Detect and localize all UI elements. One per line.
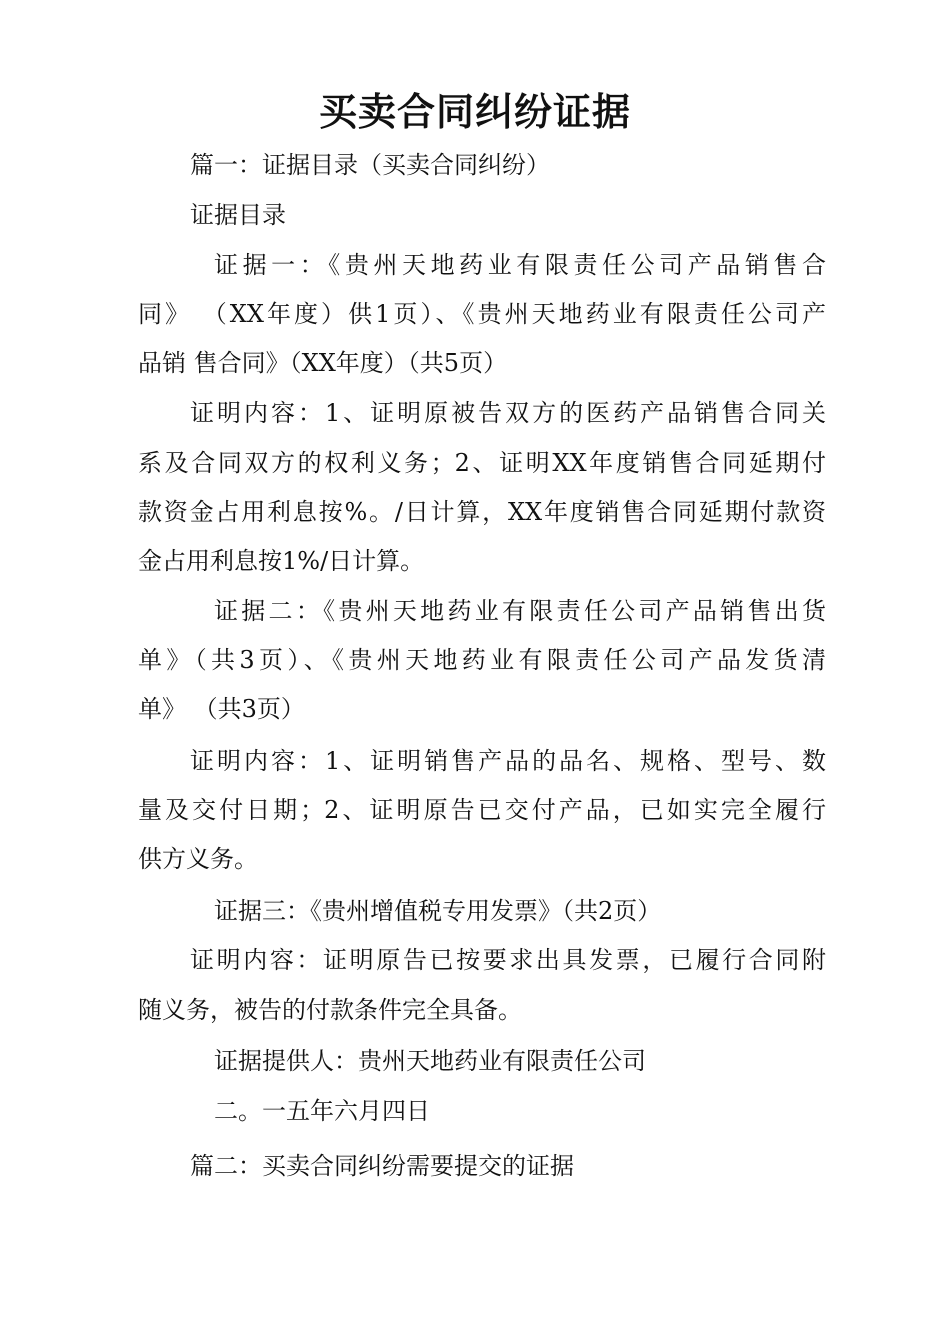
document-title: 买卖合同纠纷证据	[318, 89, 631, 134]
date-line: 二。一五年六月四日	[214, 1097, 430, 1125]
paragraph-line: 证明内容：1、证明原被告双方的医药产品销售合同关	[190, 399, 826, 427]
paragraph-line: 供方义务。	[138, 845, 258, 873]
paragraph-line: 品销 售合同》（XX年度）（共5页）	[138, 349, 508, 377]
paragraph-line: 证据三：《贵州增值税专用发票》（共2页）	[214, 897, 662, 925]
signature-line: 证据提供人：贵州天地药业有限责任公司	[214, 1047, 646, 1075]
paragraph-line: 证据一：《贵州天地药业有限责任公司产品销售合	[214, 251, 826, 279]
paragraph-line: 证据目录	[190, 201, 286, 229]
paragraph-line: 证明内容：1、证明销售产品的品名、规格、型号、数	[190, 747, 826, 775]
section-heading-1: 篇一：证据目录（买卖合同纠纷）	[190, 151, 550, 179]
paragraph-line: 单》（共3页）、《贵州天地药业有限责任公司产品发货清	[138, 646, 826, 674]
section-heading-2: 篇二：买卖合同纠纷需要提交的证据	[190, 1152, 574, 1180]
paragraph-line: 证据二：《贵州天地药业有限责任公司产品销售出货	[214, 597, 826, 625]
paragraph-line: 证明内容：证明原告已按要求出具发票，已履行合同附	[190, 946, 826, 974]
paragraph-line: 单》 （共3页）	[138, 695, 305, 723]
paragraph-line: 金占用利息按1%/日计算。	[138, 547, 425, 575]
paragraph-line: 随义务，被告的付款条件完全具备。	[138, 996, 522, 1024]
paragraph-line: 系及合同双方的权利义务；2、证明XX年度销售合同延期付	[138, 449, 826, 477]
paragraph-line: 同》 （XX年度）供1页）、《贵州天地药业有限责任公司产	[138, 300, 826, 328]
paragraph-line: 款资金占用利息按%。/日计算，XX年度销售合同延期付款资	[138, 498, 826, 526]
paragraph-line: 量及交付日期；2、证明原告已交付产品，已如实完全履行	[138, 796, 826, 824]
